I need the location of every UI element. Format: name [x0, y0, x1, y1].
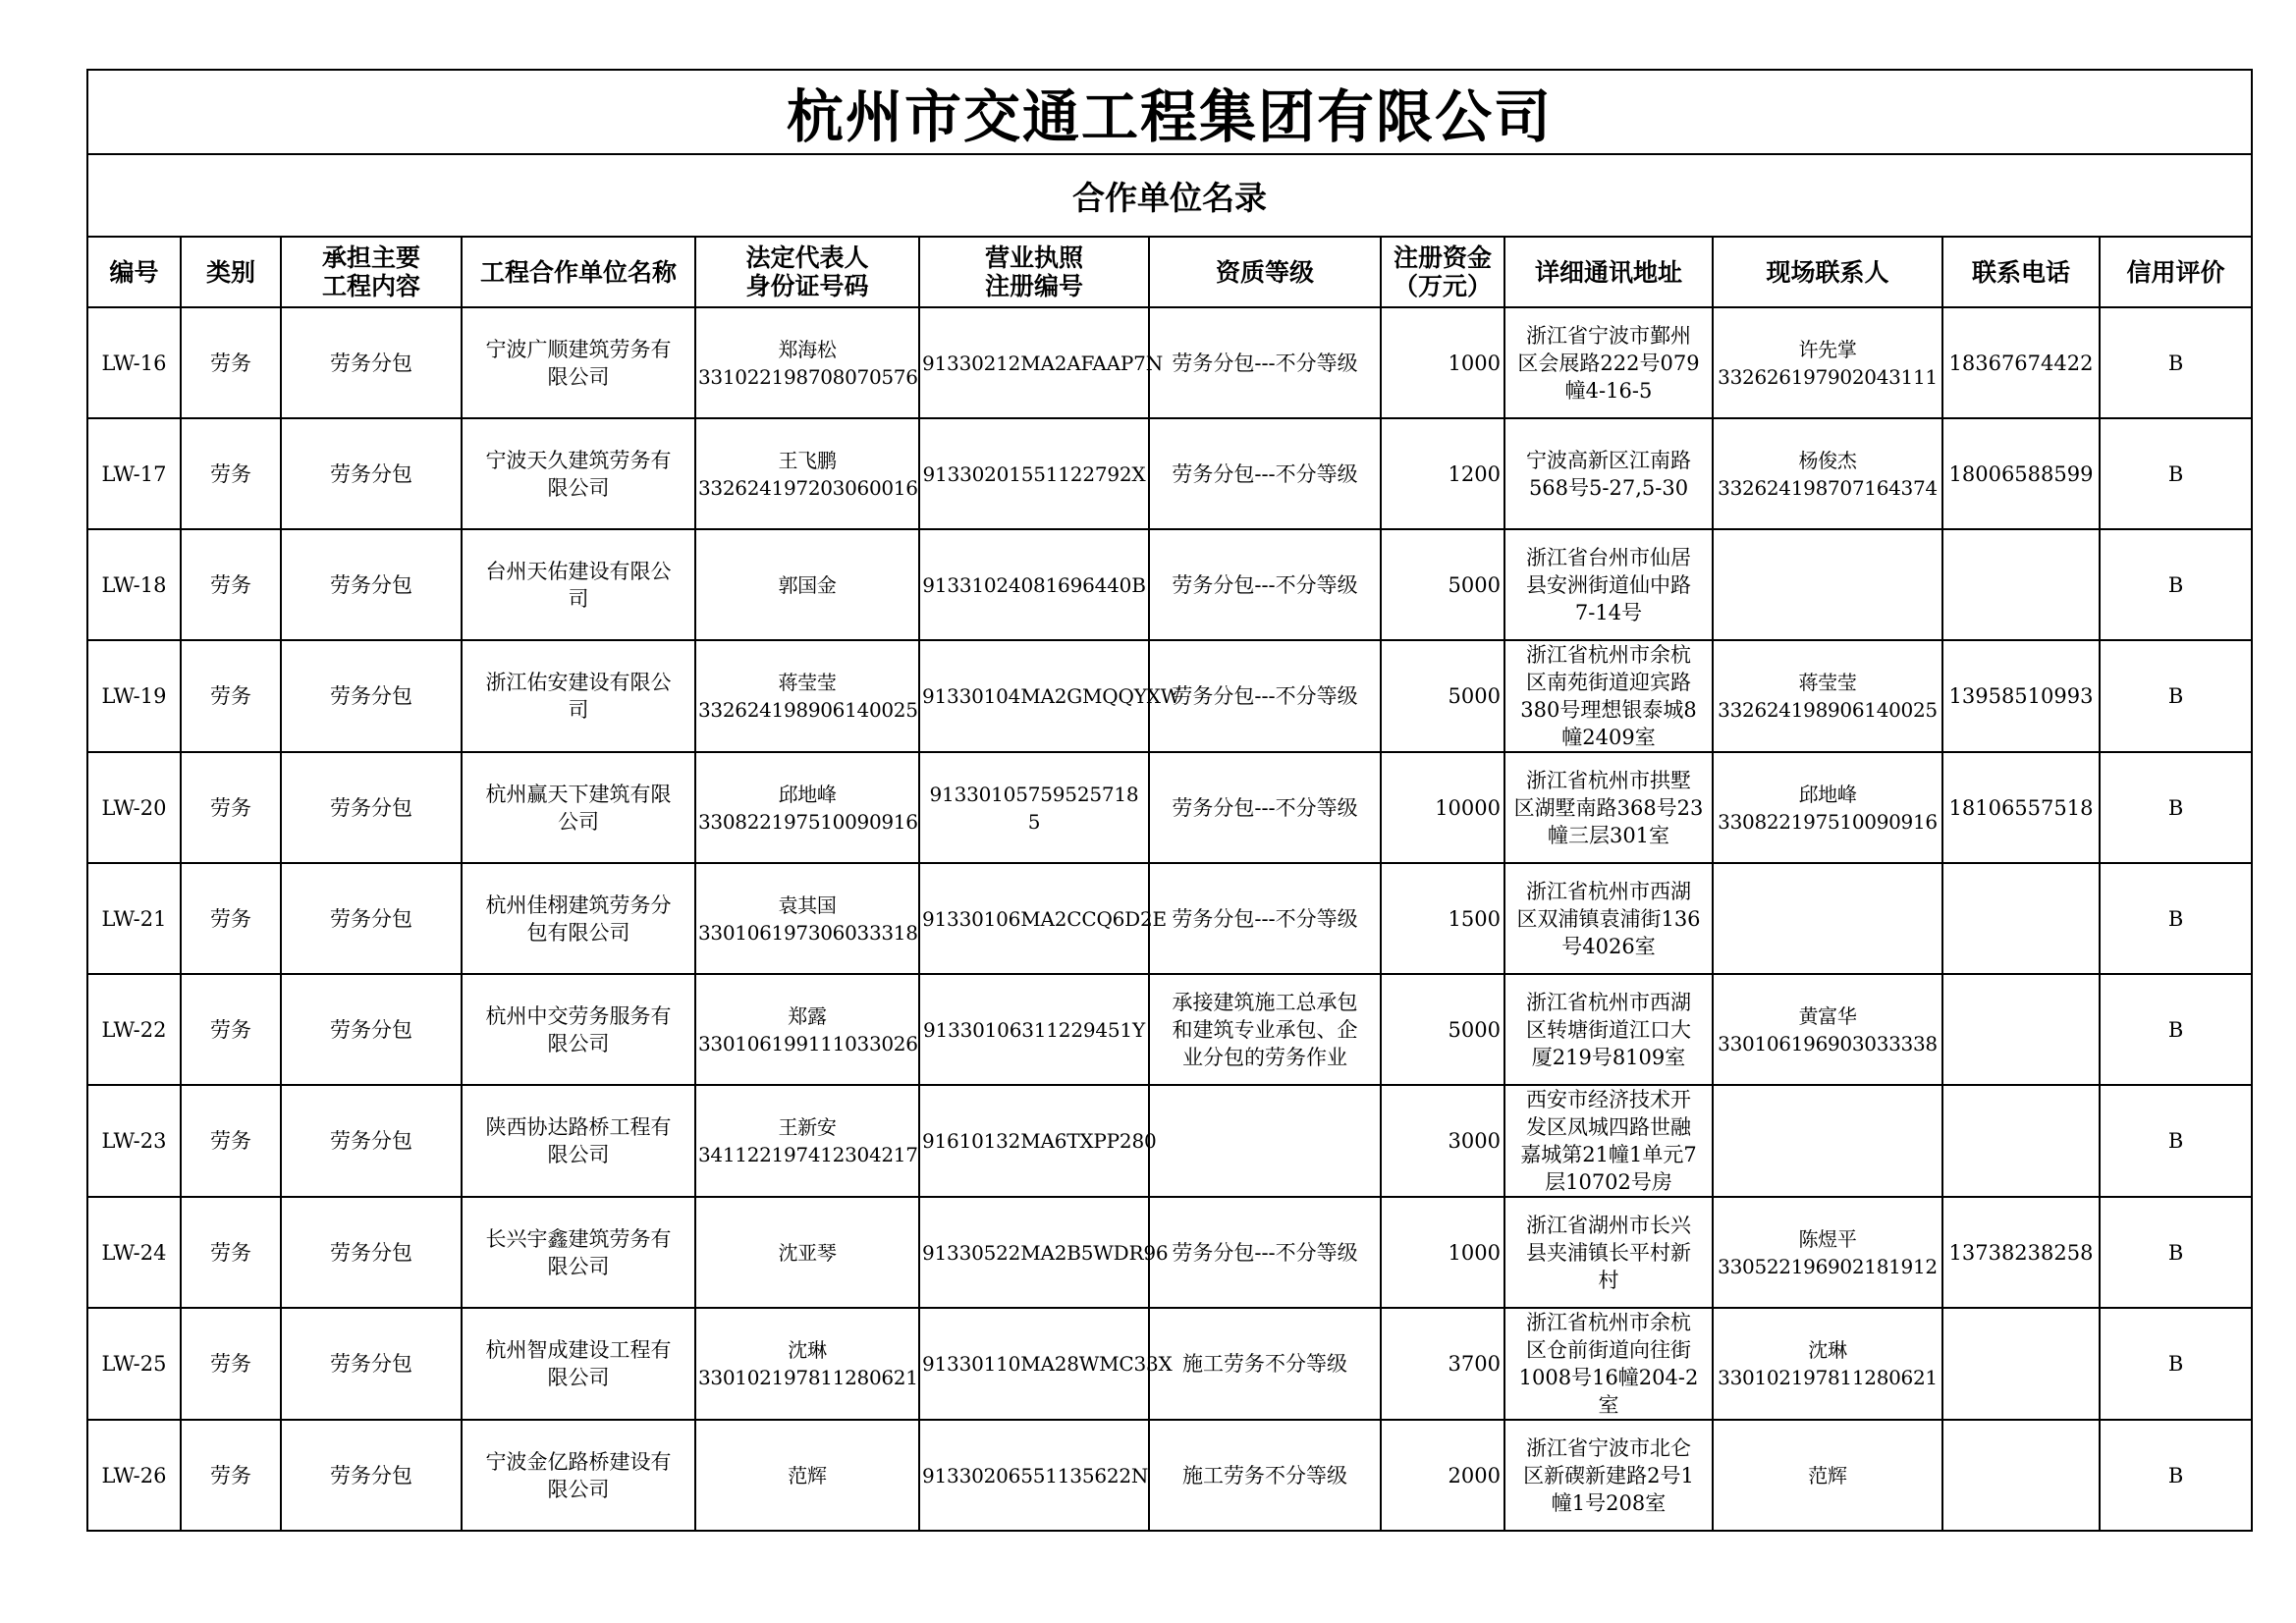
col-header-address: 详细通讯地址	[1504, 237, 1713, 307]
cell-type: 劳务	[181, 418, 281, 529]
company-title: 杭州市交通工程集团有限公司	[87, 70, 2252, 154]
table-row	[87, 863, 2252, 974]
cell-license: 91330522MA2B5WDR96	[919, 1197, 1149, 1308]
partner-directory-table	[86, 69, 2253, 1532]
cell-content: 劳务分包	[281, 752, 462, 863]
cell-address: 浙江省杭州市余杭 区仓前街道向往街 1008号16幢204-2室	[1504, 1308, 1713, 1420]
cell-contact	[1713, 529, 1942, 640]
cell-license: 91331024081696440B	[919, 529, 1149, 640]
cell-legal-rep: 沈琳 330102197811280621	[695, 1308, 919, 1420]
table-row	[87, 307, 2252, 418]
cell-contact: 杨俊杰 332624198707164374	[1713, 418, 1942, 529]
cell-capital: 5000	[1381, 640, 1504, 752]
cell-content: 劳务分包	[281, 1197, 462, 1308]
cell-address: 浙江省杭州市拱墅 区湖墅南路368号23 幢三层301室	[1504, 752, 1713, 863]
cell-company: 长兴宇鑫建筑劳务有 限公司	[462, 1197, 695, 1308]
col-header-capital: 注册资金 （万元）	[1381, 237, 1504, 307]
table-row	[87, 418, 2252, 529]
cell-company: 浙江佑安建设有限公 司	[462, 640, 695, 752]
cell-contact	[1713, 1085, 1942, 1197]
cell-phone: 13738238258	[1942, 1197, 2100, 1308]
cell-type: 劳务	[181, 1420, 281, 1531]
cell-credit: B	[2100, 1197, 2252, 1308]
cell-type: 劳务	[181, 863, 281, 974]
cell-qualification: 劳务分包---不分等级	[1149, 863, 1381, 974]
cell-qualification: 劳务分包---不分等级	[1149, 752, 1381, 863]
subtitle-row	[87, 154, 2252, 237]
col-header-content: 承担主要 工程内容	[281, 237, 462, 307]
cell-no: LW-20	[87, 752, 181, 863]
col-header-legal-rep: 法定代表人 身份证号码	[695, 237, 919, 307]
col-header-credit: 信用评价	[2100, 237, 2252, 307]
cell-contact: 陈煜平 330522196902181912	[1713, 1197, 1942, 1308]
cell-type: 劳务	[181, 307, 281, 418]
table-row	[87, 752, 2252, 863]
col-header-no: 编号	[87, 237, 181, 307]
cell-address: 西安市经济技术开 发区凤城四路世融 嘉城第21幢1单元7 层10702号房	[1504, 1085, 1713, 1197]
cell-content: 劳务分包	[281, 1085, 462, 1197]
cell-credit: B	[2100, 974, 2252, 1085]
cell-legal-rep: 邱地峰 330822197510090916	[695, 752, 919, 863]
cell-contact: 黄富华 330106196903033338	[1713, 974, 1942, 1085]
col-header-license: 营业执照 注册编号	[919, 237, 1149, 307]
cell-qualification: 劳务分包---不分等级	[1149, 1197, 1381, 1308]
cell-address: 浙江省杭州市西湖 区双浦镇袁浦街136 号4026室	[1504, 863, 1713, 974]
cell-company: 杭州中交劳务服务有 限公司	[462, 974, 695, 1085]
cell-capital: 1000	[1381, 307, 1504, 418]
cell-company: 杭州佳栩建筑劳务分 包有限公司	[462, 863, 695, 974]
col-header-qualification: 资质等级	[1149, 237, 1381, 307]
title-row	[87, 70, 2252, 154]
cell-address: 浙江省杭州市西湖 区转塘街道江口大 厦219号8109室	[1504, 974, 1713, 1085]
table-row	[87, 529, 2252, 640]
cell-qualification: 劳务分包---不分等级	[1149, 418, 1381, 529]
table-row	[87, 1085, 2252, 1197]
cell-type: 劳务	[181, 974, 281, 1085]
col-header-company: 工程合作单位名称	[462, 237, 695, 307]
cell-qualification: 施工劳务不分等级	[1149, 1420, 1381, 1531]
cell-license: 91330206551135622N	[919, 1420, 1149, 1531]
cell-content: 劳务分包	[281, 863, 462, 974]
cell-address: 浙江省宁波市鄞州 区会展路222号079 幢4-16-5	[1504, 307, 1713, 418]
cell-address: 浙江省台州市仙居 县安洲街道仙中路 7-14号	[1504, 529, 1713, 640]
cell-credit: B	[2100, 1420, 2252, 1531]
cell-address: 浙江省宁波市北仑 区新碶新建路2号1 幢1号208室	[1504, 1420, 1713, 1531]
cell-qualification: 承接建筑施工总承包 和建筑专业承包、企 业分包的劳务作业	[1149, 974, 1381, 1085]
cell-contact: 蒋莹莹 332624198906140025	[1713, 640, 1942, 752]
cell-type: 劳务	[181, 640, 281, 752]
cell-legal-rep: 王飞鹏 332624197203060016	[695, 418, 919, 529]
cell-credit: B	[2100, 863, 2252, 974]
cell-no: LW-22	[87, 974, 181, 1085]
cell-credit: B	[2100, 418, 2252, 529]
cell-no: LW-25	[87, 1308, 181, 1420]
cell-no: LW-24	[87, 1197, 181, 1308]
cell-license: 91330106311229451Y	[919, 974, 1149, 1085]
cell-credit: B	[2100, 1308, 2252, 1420]
cell-type: 劳务	[181, 529, 281, 640]
cell-content: 劳务分包	[281, 1420, 462, 1531]
cell-phone	[1942, 863, 2100, 974]
cell-contact: 沈琳 330102197811280621	[1713, 1308, 1942, 1420]
cell-address: 宁波高新区江南路 568号5-27,5-30	[1504, 418, 1713, 529]
cell-credit: B	[2100, 529, 2252, 640]
cell-no: LW-26	[87, 1420, 181, 1531]
cell-company: 杭州智成建设工程有 限公司	[462, 1308, 695, 1420]
cell-phone	[1942, 1085, 2100, 1197]
cell-content: 劳务分包	[281, 640, 462, 752]
cell-company: 陕西协达路桥工程有 限公司	[462, 1085, 695, 1197]
cell-no: LW-19	[87, 640, 181, 752]
cell-no: LW-16	[87, 307, 181, 418]
cell-license: 91330106MA2CCQ6D2E	[919, 863, 1149, 974]
cell-credit: B	[2100, 1085, 2252, 1197]
table-row	[87, 974, 2252, 1085]
cell-phone	[1942, 529, 2100, 640]
table-row	[87, 1308, 2252, 1420]
cell-legal-rep: 郭国金	[695, 529, 919, 640]
cell-capital: 3700	[1381, 1308, 1504, 1420]
table-row	[87, 1420, 2252, 1531]
cell-legal-rep: 范辉	[695, 1420, 919, 1531]
cell-no: LW-18	[87, 529, 181, 640]
cell-content: 劳务分包	[281, 418, 462, 529]
cell-legal-rep: 蒋莹莹 332624198906140025	[695, 640, 919, 752]
cell-content: 劳务分包	[281, 974, 462, 1085]
cell-type: 劳务	[181, 1308, 281, 1420]
col-header-phone: 联系电话	[1942, 237, 2100, 307]
cell-address: 浙江省湖州市长兴 县夹浦镇长平村新 村	[1504, 1197, 1713, 1308]
cell-capital: 10000	[1381, 752, 1504, 863]
cell-license: 91610132MA6TXPP280	[919, 1085, 1149, 1197]
cell-license: 91330104MA2GMQQYXW	[919, 640, 1149, 752]
cell-content: 劳务分包	[281, 529, 462, 640]
cell-license: 91330110MA28WMC33X	[919, 1308, 1149, 1420]
cell-contact: 许先掌 332626197902043111	[1713, 307, 1942, 418]
cell-license: 91330201551122792X	[919, 418, 1149, 529]
cell-address: 浙江省杭州市余杭 区南苑街道迎宾路 380号理想银泰城8 幢2409室	[1504, 640, 1713, 752]
table-row	[87, 640, 2252, 752]
cell-no: LW-23	[87, 1085, 181, 1197]
cell-company: 宁波天久建筑劳务有 限公司	[462, 418, 695, 529]
cell-capital: 1200	[1381, 418, 1504, 529]
cell-company: 台州天佑建设有限公 司	[462, 529, 695, 640]
cell-no: LW-17	[87, 418, 181, 529]
directory-sheet	[86, 69, 2251, 1532]
table-row	[87, 1197, 2252, 1308]
cell-no: LW-21	[87, 863, 181, 974]
cell-company: 宁波广顺建筑劳务有 限公司	[462, 307, 695, 418]
col-header-type: 类别	[181, 237, 281, 307]
cell-content: 劳务分包	[281, 1308, 462, 1420]
cell-capital: 2000	[1381, 1420, 1504, 1531]
cell-phone: 18006588599	[1942, 418, 2100, 529]
cell-legal-rep: 郑海松 331022198708070576	[695, 307, 919, 418]
directory-subtitle: 合作单位名录	[87, 154, 2252, 237]
cell-contact	[1713, 863, 1942, 974]
cell-qualification: 施工劳务不分等级	[1149, 1308, 1381, 1420]
cell-phone: 13958510993	[1942, 640, 2100, 752]
column-header-row	[87, 237, 2252, 307]
cell-capital: 1000	[1381, 1197, 1504, 1308]
cell-phone	[1942, 1308, 2100, 1420]
cell-capital: 5000	[1381, 529, 1504, 640]
cell-legal-rep: 郑露 330106199111033026	[695, 974, 919, 1085]
cell-phone	[1942, 1420, 2100, 1531]
cell-contact: 邱地峰 330822197510090916	[1713, 752, 1942, 863]
cell-company: 宁波金亿路桥建设有 限公司	[462, 1420, 695, 1531]
cell-legal-rep: 沈亚琴	[695, 1197, 919, 1308]
cell-phone	[1942, 974, 2100, 1085]
cell-company: 杭州赢天下建筑有限 公司	[462, 752, 695, 863]
cell-phone: 18106557518	[1942, 752, 2100, 863]
cell-credit: B	[2100, 640, 2252, 752]
cell-type: 劳务	[181, 1085, 281, 1197]
cell-content: 劳务分包	[281, 307, 462, 418]
col-header-contact: 现场联系人	[1713, 237, 1942, 307]
cell-license: 91330212MA2AFAAP7N	[919, 307, 1149, 418]
cell-capital: 3000	[1381, 1085, 1504, 1197]
cell-qualification: 劳务分包---不分等级	[1149, 307, 1381, 418]
cell-capital: 5000	[1381, 974, 1504, 1085]
cell-qualification: 劳务分包---不分等级	[1149, 529, 1381, 640]
cell-phone: 18367674422	[1942, 307, 2100, 418]
cell-capital: 1500	[1381, 863, 1504, 974]
cell-contact: 范辉	[1713, 1420, 1942, 1531]
cell-credit: B	[2100, 307, 2252, 418]
cell-legal-rep: 袁其国 330106197306033318	[695, 863, 919, 974]
cell-credit: B	[2100, 752, 2252, 863]
cell-legal-rep: 王新安 341122197412304217	[695, 1085, 919, 1197]
cell-qualification: 劳务分包---不分等级	[1149, 640, 1381, 752]
cell-type: 劳务	[181, 752, 281, 863]
cell-qualification	[1149, 1085, 1381, 1197]
cell-type: 劳务	[181, 1197, 281, 1308]
cell-license: 91330105759525718 5	[919, 752, 1149, 863]
